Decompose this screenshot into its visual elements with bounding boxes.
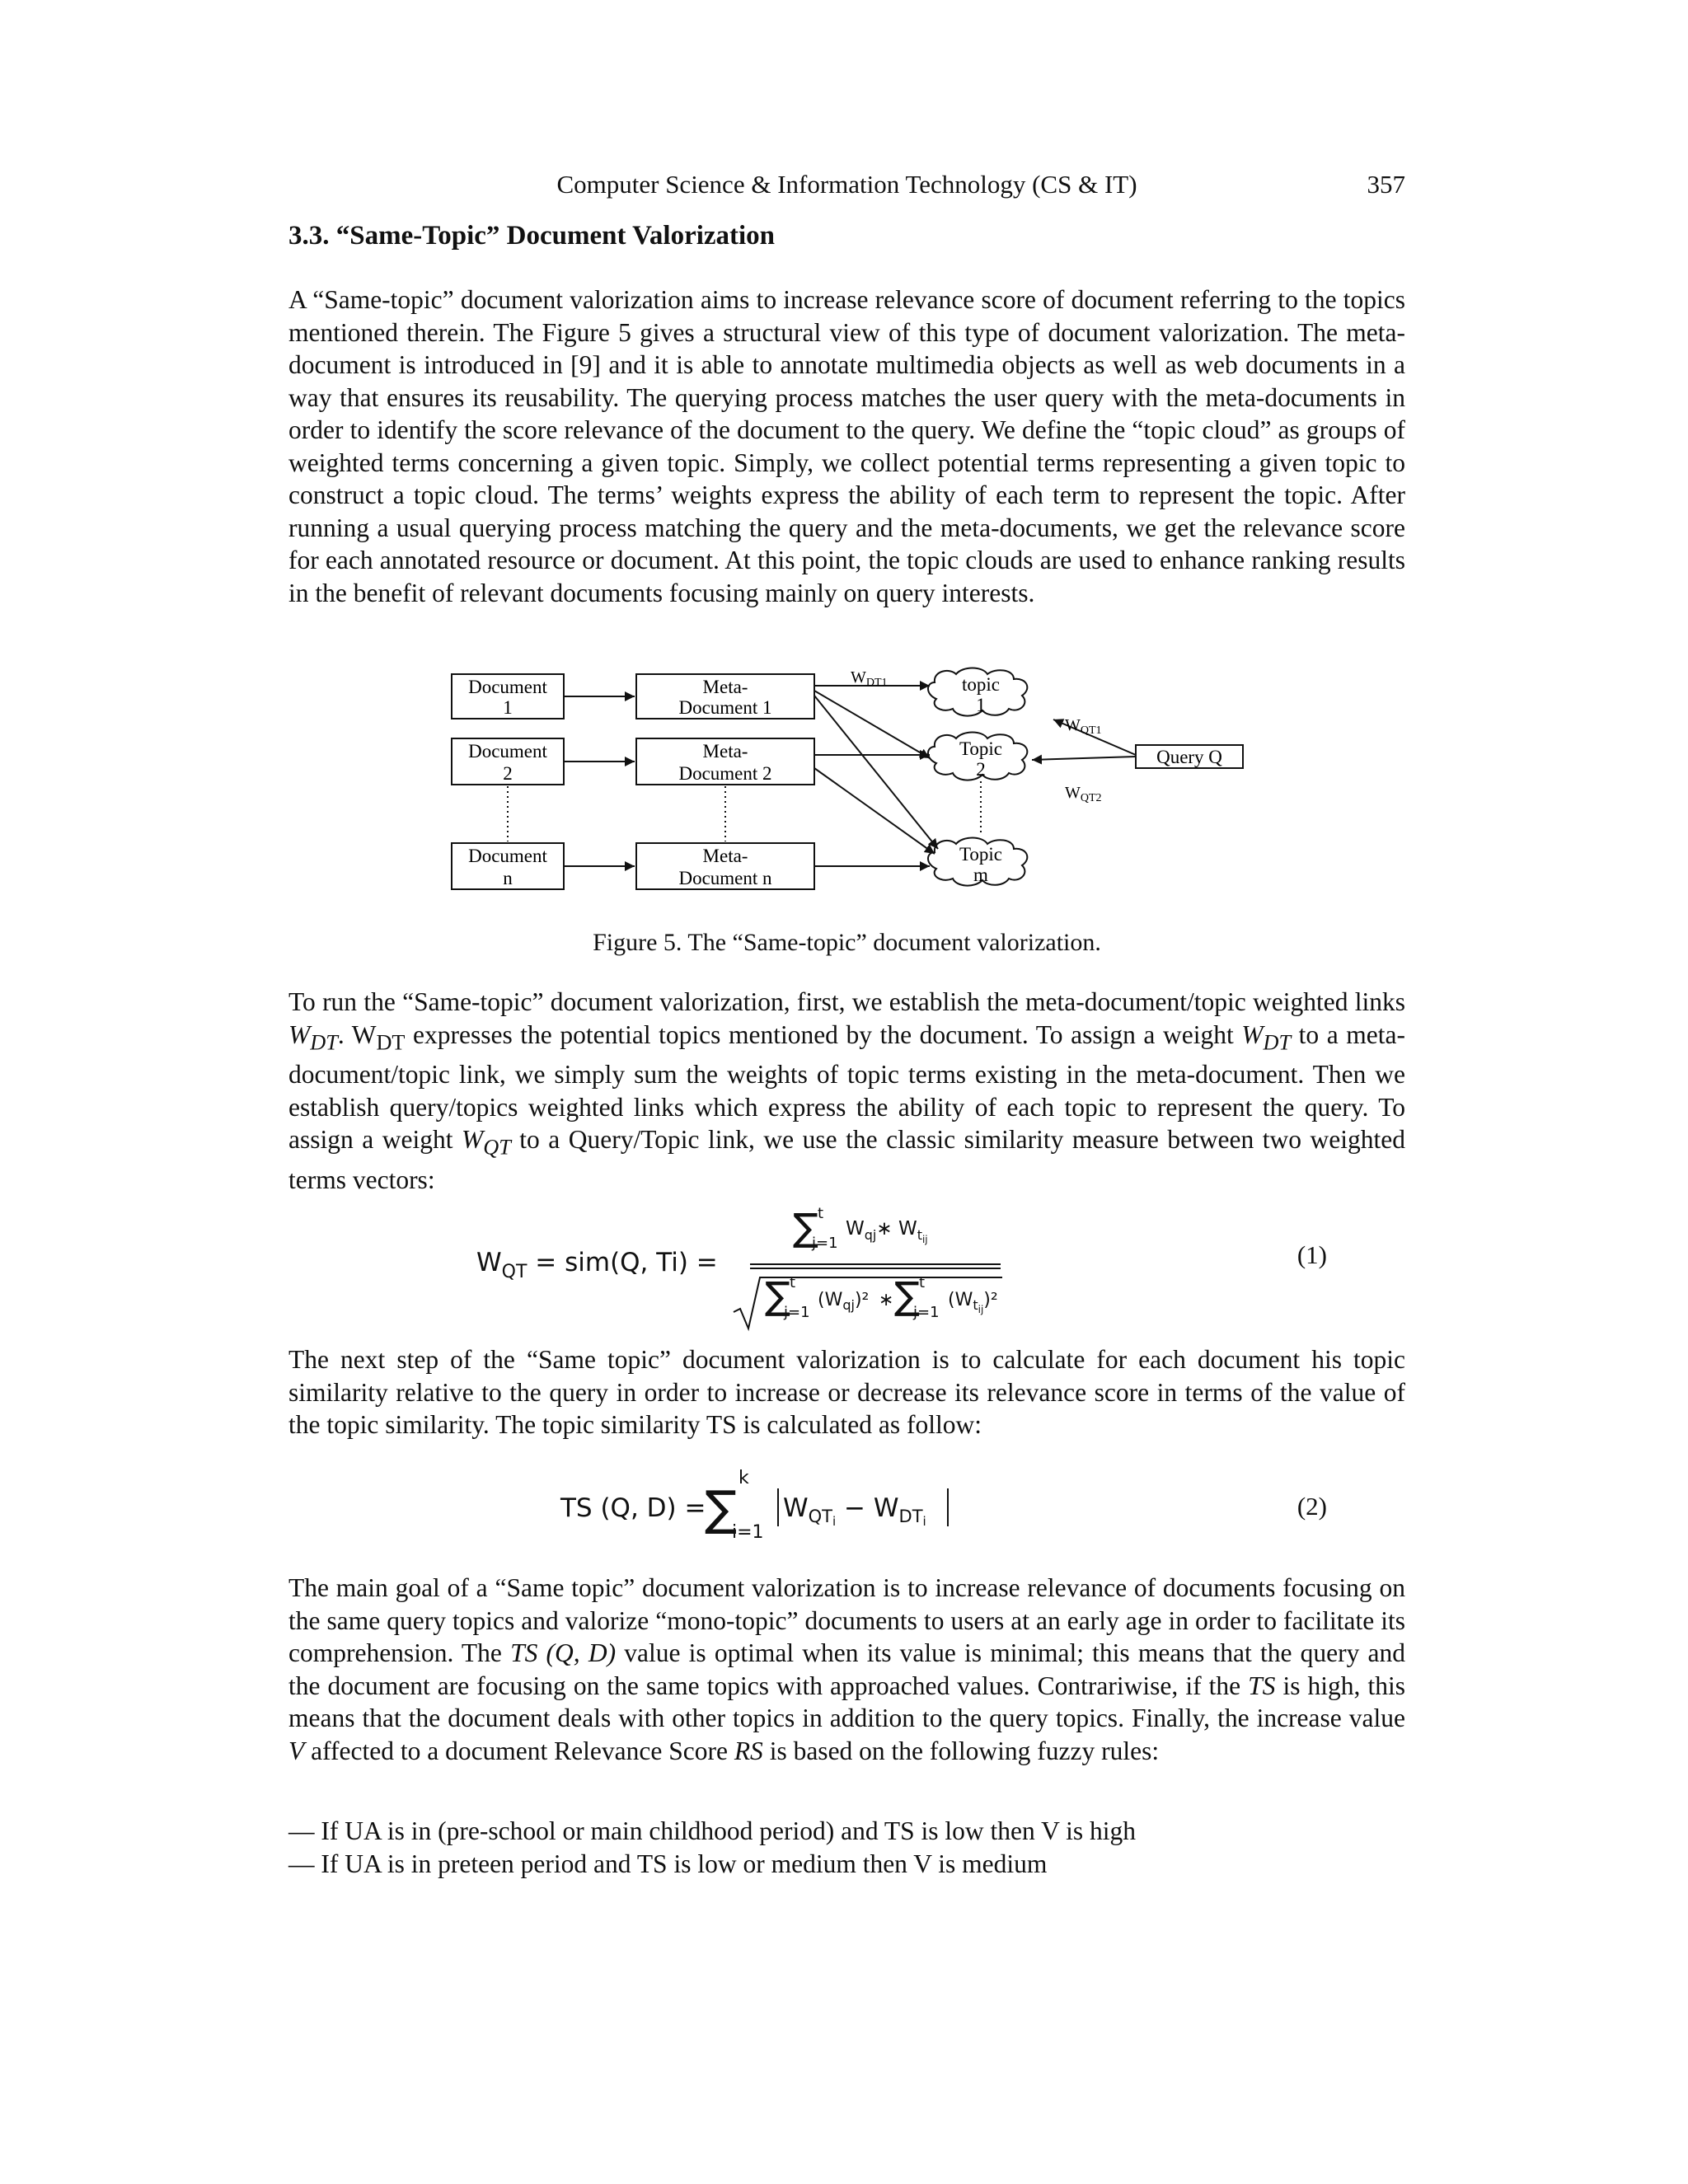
paragraph-weighted-links [288,986,1405,1197]
page-number: 357 [1367,170,1405,199]
meta-document-box-2 [636,738,814,785]
document-n-index: n [503,868,513,888]
numerator-sum-upper: t [818,1205,824,1222]
math-symbol: V [288,1736,305,1765]
denominator-sum-lower-2: j=1 [913,1304,940,1321]
figure-caption: Figure 5. The “Same-topic” document valorization. [593,929,1101,956]
equation-1-formula [288,1195,1405,1343]
text-span: To run the “Same-topic” document valorization, first, we establish the meta-document/topic weighted links [288,987,1405,1016]
arrow-meta1-topicm [814,696,938,849]
denominator-sum-upper-2: t [919,1274,926,1291]
arrow-meta2-topicm [814,768,935,854]
document-2-index: 2 [503,763,513,784]
text-span: to a meta-document/topic link, we simply sum the weights of topic terms existing in the meta-document. Then we establish query/topics weighted links which express the ability of each topic to represent the query. To assign a weight [288,1019,1405,1155]
denominator-sigma-2: ∑ [894,1273,920,1318]
document-1-label: Document [468,677,547,697]
weight-qt1-label: $W_{QT1}$ [1065,716,1102,737]
equation-2-number: (2) [1296,1492,1327,1521]
meta-document-n-label: Meta- [702,846,748,866]
meta-document-1-label: Meta- [702,677,748,697]
figure-5-diagram [445,666,1245,905]
document-box-2 [452,738,564,785]
topic-2-label: Topic [959,738,1003,759]
math-symbol: W [1241,1019,1264,1049]
topic-2-index: 2 [976,759,986,780]
numerator-sum-lower: j=1 [812,1235,838,1252]
document-box-1 [452,674,564,719]
meta-document-2-label: Meta- [702,741,748,762]
denominator-term-2: $(W_tij)^2$ [948,1290,998,1315]
meta-document-box-n [636,843,814,889]
meta-document-n-name: Document n [678,868,772,888]
equation-2 [288,1459,1405,1549]
equation-1 [288,1195,1405,1343]
equation-1-number: (1) [1296,1240,1327,1269]
denominator-sigma-1: ∑ [765,1273,790,1318]
math-subscript: QT [483,1135,511,1160]
topic-cloud-m [928,838,1027,886]
math-symbol: RS [734,1736,763,1765]
numerator-term: $W_{qj}∗$ $W_tij$ [846,1218,928,1245]
figure-5 [445,666,1245,905]
topic-1-label: topic [962,674,1000,695]
topic-m-index: m [973,865,988,885]
equation-2-sigma: ∑ [705,1480,738,1536]
document-box-n [452,843,564,889]
math-symbol: TS [1248,1671,1276,1700]
denominator-operator: ∗ [879,1290,894,1310]
text-span: is based on the following fuzzy rules: [762,1736,1160,1765]
denominator-sum-lower-1: j=1 [784,1304,810,1321]
math-subscript: DT [310,1029,338,1054]
text-span: . W [337,1019,377,1049]
meta-document-1-name: Document 1 [678,697,772,718]
topic-1-index: 1 [976,695,986,715]
denominator-term-1: $(W_{qj})^2$ [818,1290,870,1313]
math-symbol: W [461,1125,484,1155]
meta-document-box-1 [636,674,814,719]
math-subscript: DT [1263,1029,1292,1054]
text-span: is high, this means that the document deals with other topics in addition to the query topics. Finally, the increase value [288,1671,1405,1732]
weight-qt2-label: $W_{QT2}$ [1065,784,1102,804]
text-span: affected to a document Relevance Score [304,1736,734,1765]
text-span: expresses the potential topics mentioned by the document. To assign a weight [405,1019,1242,1049]
text-span: value is optimal when its value is minimal; this means that the query and the document are focusing on the same topics with approached values. Contrariwise, if the [288,1638,1405,1700]
text-span: The main goal of a “Same topic” document valorization is to increase relevance of documents focusing on the same query topics and valorize “mono-topic” documents to users at an early age in order to facilitate its comprehension. The [288,1573,1405,1667]
fuzzy-rules-list [288,1815,1405,1880]
arrow-query-topic2 [1032,757,1136,760]
paragraph-intro: A “Same-topic” document valorization aims to increase relevance score of document referring to the topics mentioned therein. The Figure 5 gives a structural view of this type of document valorization. The meta-document is introduced in [9] and it is able to annotate multimedia objects as well as web documents in a way that ensures its reusability. The querying process matches the user query with the meta-documents in order to identify the score relevance of the document to the query. We define the “topic cloud” as groups of weighted terms concerning a given topic. Simply, we collect potential terms representing a given topic to construct a topic cloud. The terms’ weights express the ability of each term to represent the topic. After running a usual querying process matching the query and the meta-documents, we get the relevance score for each annotated resource or document. At this point, the topic clouds are used to enhance ranking results in the benefit of relevant documents focusing mainly on query interests. [288,285,1405,607]
text-span: to a Query/Topic link, we use the classic similarity measure between two weighted terms vectors: [288,1125,1405,1195]
topic-m-label: Topic [959,844,1003,865]
document-n-label: Document [468,846,547,866]
section-title: 3.3. “Same-Topic” Document Valorization [288,221,776,251]
equation-1-lhs: $W_{QT} = sim(Q$, Ti) = [476,1248,718,1282]
weight-dt1-label: $W_{DT1}$ [851,668,888,689]
equation-2-sum-lower: i=1 [732,1522,764,1543]
numerator-sigma: ∑ [793,1205,818,1249]
running-title: Computer Science & Information Technology (CS & IT) [556,170,1137,199]
topic-cloud-1 [928,668,1027,716]
math-subscript: DT [376,1029,406,1054]
meta-document-2-name: Document 2 [678,763,772,784]
fuzzy-rule-item: — If UA is in preteen period and TS is low or medium then V is medium [288,1848,1405,1881]
denominator-sum-upper-1: t [790,1274,796,1291]
document-2-label: Document [468,741,547,762]
document-1-index: 1 [503,697,513,718]
topic-cloud-2 [928,733,1027,780]
equation-2-sum-upper: k [738,1468,749,1488]
query-box [1136,745,1243,768]
arrow-meta1-topic2 [814,691,930,758]
equation-2-formula [288,1459,1405,1549]
paragraph-topic-similarity: The next step of the “Same topic” document valorization is to calculate for each document his topic similarity relative to the query in order to increase or decrease its relevance score in terms of the value of the topic similarity. The topic similarity TS is calculated as follow: [288,1345,1405,1439]
fuzzy-rule-item: — If UA is in (pre-school or main childhood period) and TS is low then V is high [288,1815,1405,1848]
math-symbol: TS (Q, D) [510,1638,617,1667]
paragraph-main-goal [288,1572,1405,1767]
query-label: Query Q [1156,747,1222,767]
equation-2-abs-content: $W_{QT}i - W_{DT}i$ [783,1493,926,1529]
math-symbol: W [288,1019,311,1049]
equation-2-lhs: TS (Q, D) = [560,1493,706,1523]
